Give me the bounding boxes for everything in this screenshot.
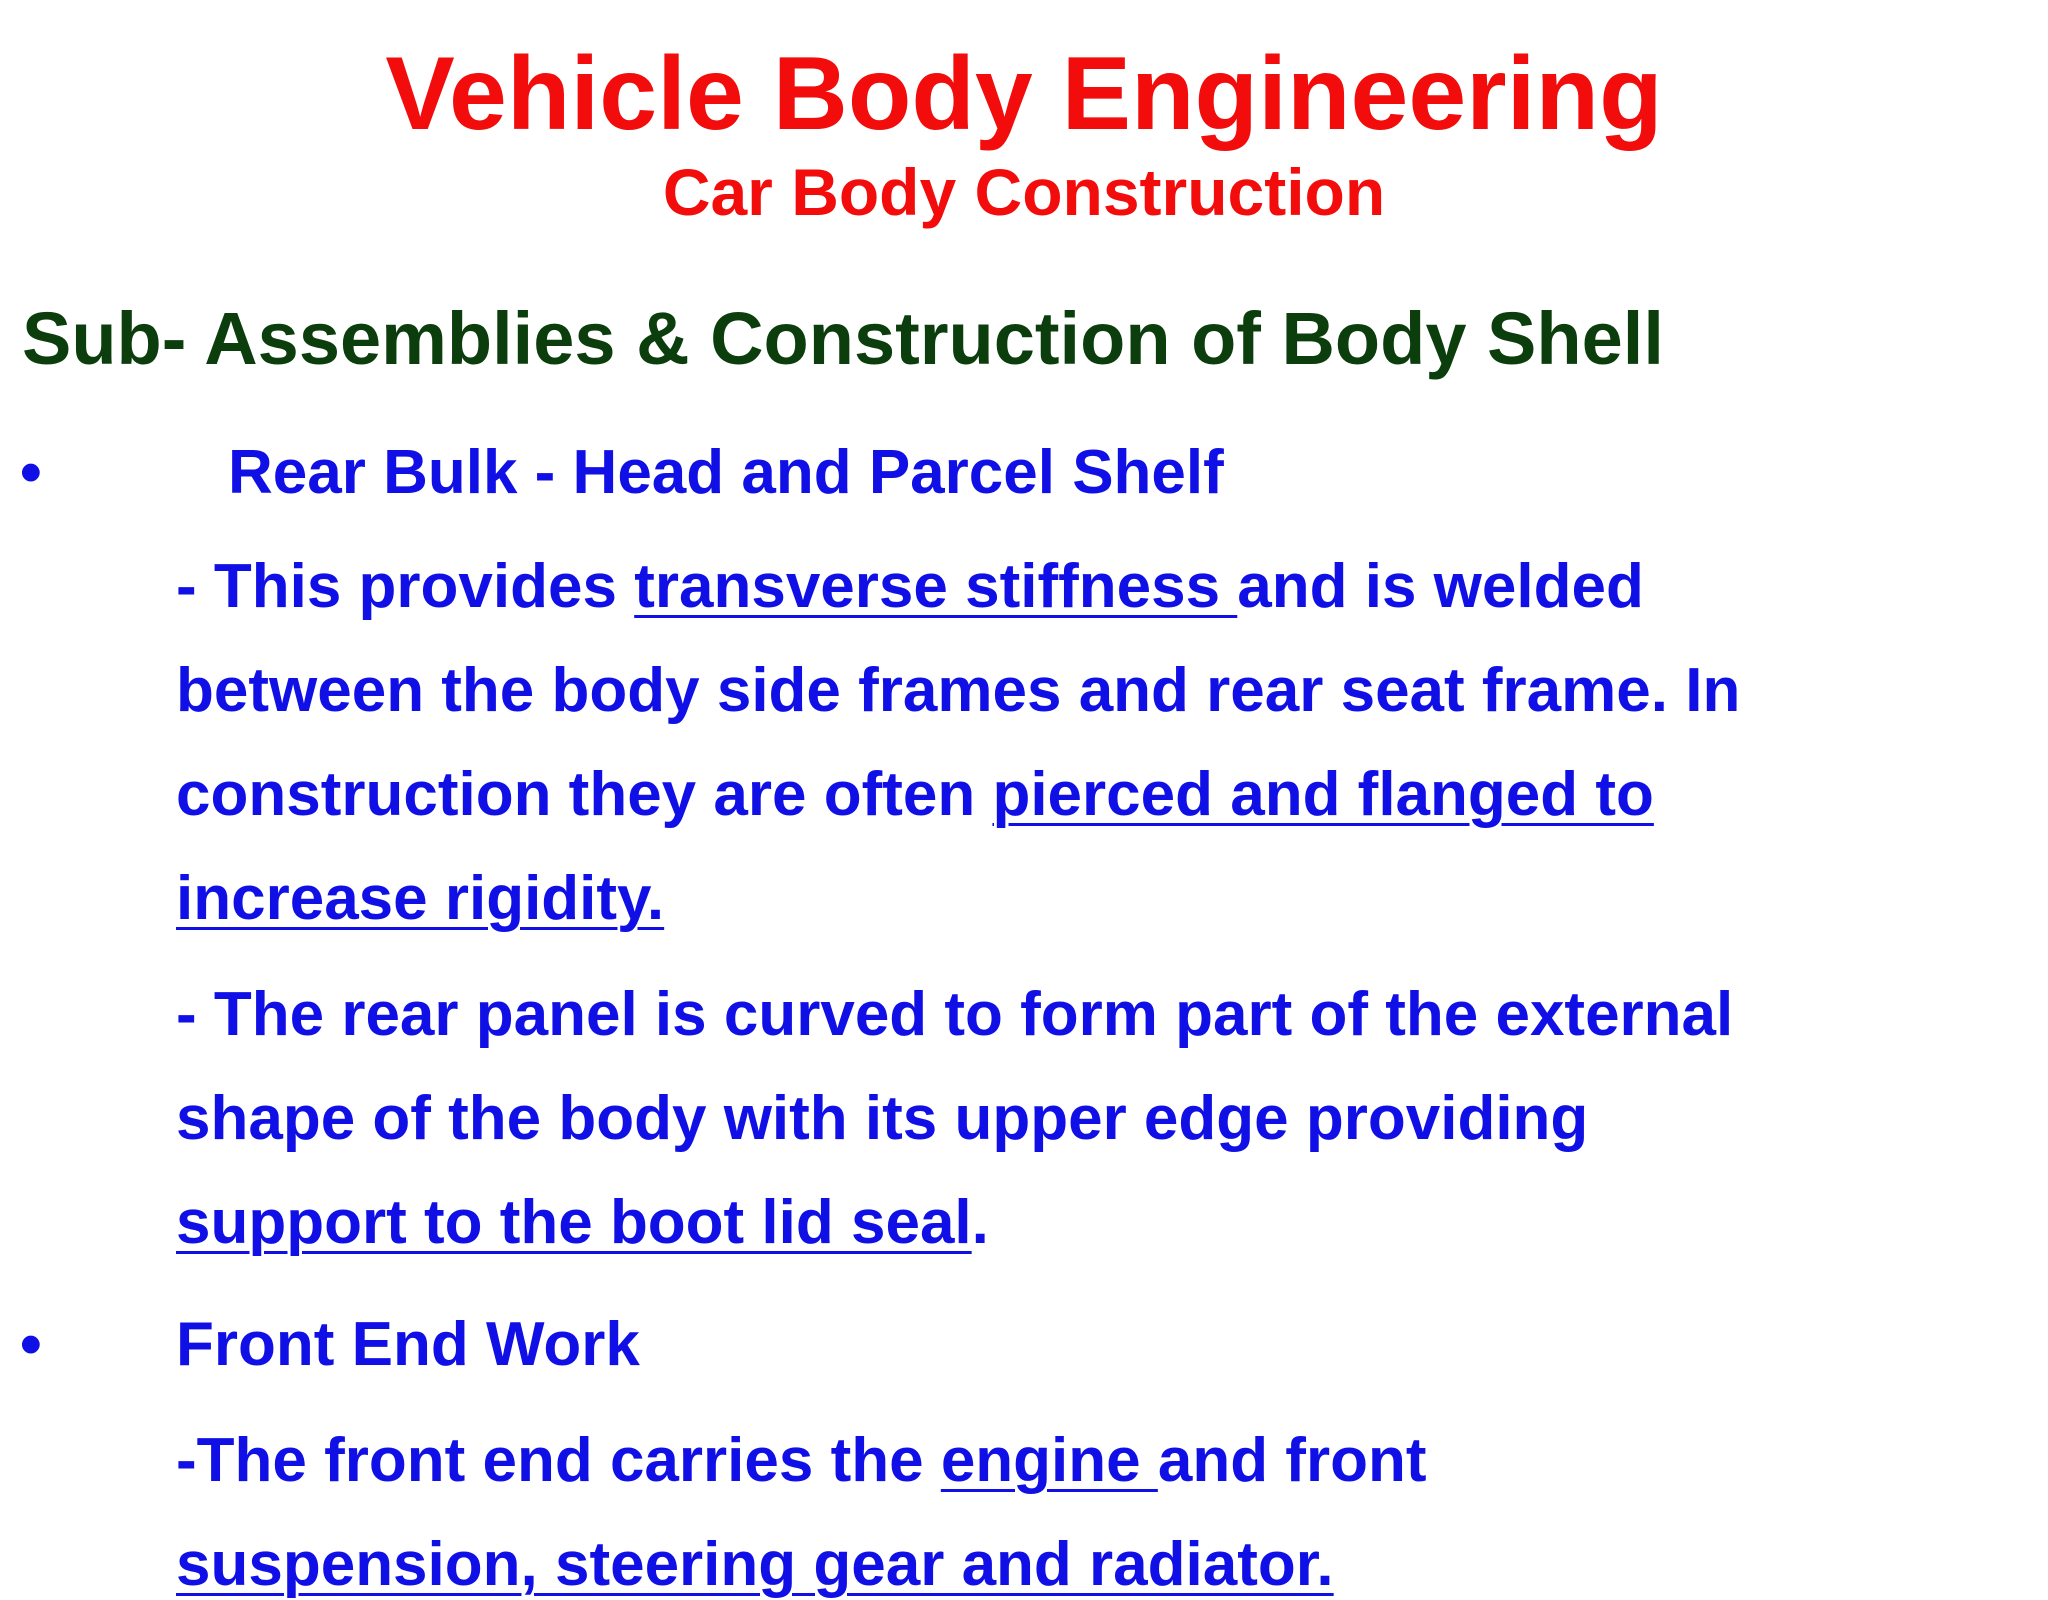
front-p1-underlined-term: engine [940,1426,1158,1495]
section-heading: Sub- Assemblies & Construction of Body Shell [22,297,1664,380]
front-p1-line1 [176,1426,1426,1496]
rear-p2-line2: shape of the body with its upper edge providing [176,1084,1589,1153]
rear-p1-line1-rest: and is welded [1237,552,1644,621]
bullet-point-icon: • [20,1310,42,1379]
rear-p2-line1: - The rear panel is curved to form part of the external [176,980,1734,1049]
rear-p1-underlined-phrase-end: increase rigidity. [176,864,665,933]
bullet-point-icon: • [20,438,42,507]
rear-p1-underlined-phrase: pierced and flanged to [992,760,1654,829]
rear-p1-line4 [176,864,664,934]
slide-title: Vehicle Body Engineering [385,36,1663,152]
slide-subtitle: Car Body Construction [662,155,1386,229]
front-p1-line1-rest: and front [1157,1426,1427,1495]
rear-p1-line2: between the body side frames and rear seat frame. In [176,656,1741,725]
rear-p1-line3 [176,760,1654,830]
rear-p2-underlined-phrase: support to the boot lid seal [176,1188,972,1257]
rear-p1-line1-text: - This provides [176,552,635,621]
rear-p2-line3 [176,1188,989,1258]
front-p1-underlined-line: suspension, steering gear and radiator. [176,1530,1334,1599]
front-end-heading: Front End Work [176,1310,640,1379]
rear-p1-line3-text: construction they are often [176,760,993,829]
rear-p2-period: . [971,1188,989,1257]
rear-p1-underlined-term: transverse stiffness [634,552,1238,621]
rear-p1-line1 [176,552,1644,622]
front-p1-line1-text: -The front end carries the [176,1426,941,1495]
front-p1-line2 [176,1530,1334,1600]
rear-bulkhead-heading: Rear Bulk - Head and Parcel Shelf [228,438,1224,507]
